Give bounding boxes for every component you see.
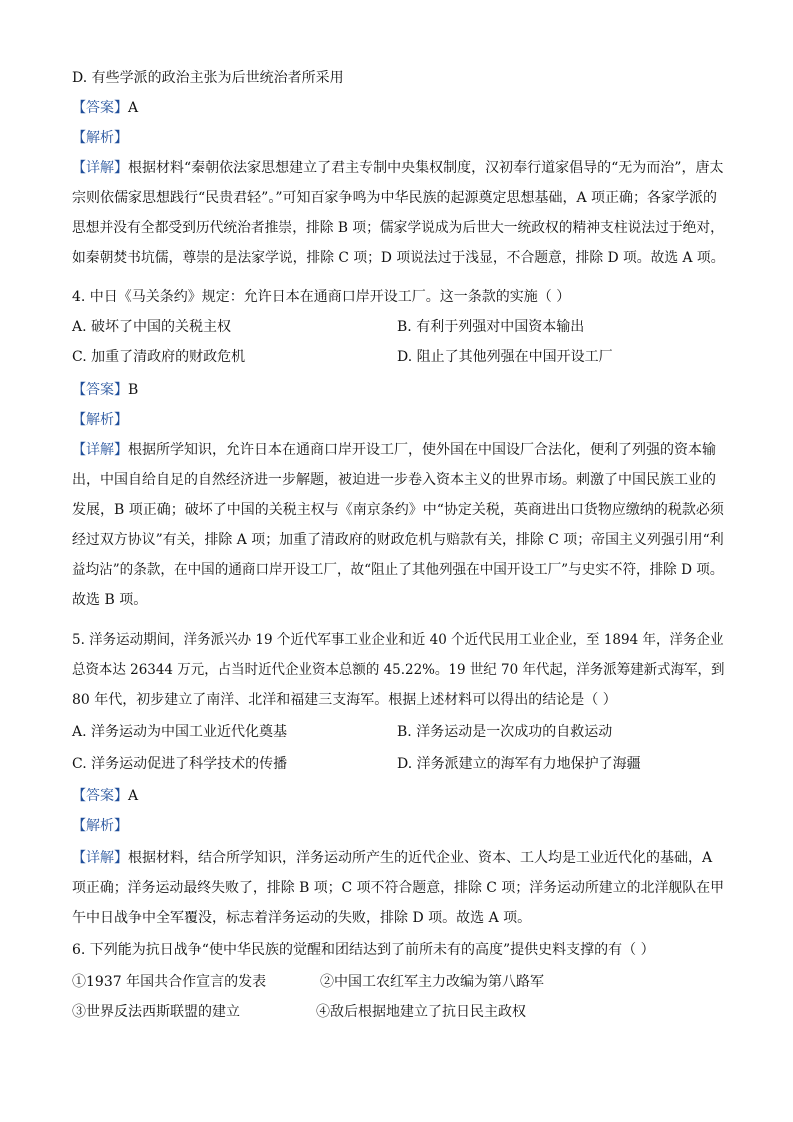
detail-tag: 【详解】	[72, 442, 128, 458]
q4-detail-line: 经过双方协议”有关，排除 A 项；加重了清政府的财政危机与赔款有关，排除 C 项；帝国主义列强引用“利	[72, 532, 724, 548]
q6-item-3: ③世界反法西斯联盟的建立	[72, 1004, 240, 1020]
q4-detail-line: 益均沾”的条款，在中国的通商口岸开设工厂，故“阻止了其他列强在中国开设工厂”与史实不符，排除 D 项。	[72, 562, 724, 578]
q3-detail-line: 宗则依儒家思想践行“民贵君轻”。”可知百家争鸣为中华民族的起源奠定思想基础，A 项正确；各家学派的	[72, 190, 718, 206]
q5-detail-line: 午中日战争中全军覆没，标志着洋务运动的失败，排除 D 项。故选 A 项。	[72, 910, 532, 926]
detail-tag: 【详解】	[72, 850, 128, 866]
q3-analysis-tag: 【解析】	[72, 130, 128, 146]
answer-tag: 【答案】	[72, 382, 128, 398]
q4-option-d: D. 阻止了其他列强在中国开设工厂	[397, 349, 613, 365]
q5-detail-line: 项正确；洋务运动最终失败了，排除 B 项；C 项不符合题意，排除 C 项；洋务运动所建立的北洋舰队在甲	[72, 880, 725, 896]
q3-detail-line: 如秦朝焚书坑儒，尊崇的是法家学说，排除 C 项；D 项说法过于浅显，不合题意，排除 D 项。故选 A 项。	[72, 250, 725, 266]
q5-option-d: D. 洋务派建立的海军有力地保护了海疆	[397, 756, 641, 772]
q4-option-c: C. 加重了清政府的财政危机	[72, 349, 246, 365]
q5-option-a: A. 洋务运动为中国工业近代化奠基	[72, 724, 288, 740]
q4-detail	[72, 440, 722, 620]
q4-stem: 4. 中日《马关条约》规定：允许日本在通商口岸开设工厂。这一条款的实施（ ）	[72, 289, 571, 305]
q3-detail	[72, 158, 725, 278]
q3-answer-line	[72, 98, 138, 118]
q5-detail	[72, 848, 725, 938]
q4-detail-line: 根据所学知识，允许日本在通商口岸开设工厂，使外国在中国设厂合法化，便利了列强的资本输	[128, 442, 716, 458]
q3-option-d: D. 有些学派的政治主张为后世统治者所采用	[72, 70, 344, 86]
q6-item-2: ②中国工农红军主力改编为第八路军	[320, 974, 544, 990]
q3-detail-line: 根据材料“秦朝依法家思想建立了君主专制中央集权制度，汉初奉行道家倡导的“无为而治”，唐太	[128, 160, 724, 176]
q5-stem-line: 总资本达 26344 万元，占当时近代企业资本总额的 45.22%。19 世纪 70 年代起，洋务派筹建新式海军，到	[72, 662, 725, 678]
answer-tag: 【答案】	[72, 100, 128, 116]
q4-option-b: B. 有利于列强对中国资本输出	[397, 319, 585, 335]
q4-answer-value: B	[128, 382, 139, 398]
q5-analysis-tag: 【解析】	[72, 818, 128, 834]
q5-option-b: B. 洋务运动是一次成功的自救运动	[397, 724, 613, 740]
answer-tag: 【答案】	[72, 788, 128, 804]
q5-stem-line: 5. 洋务运动期间，洋务派兴办 19 个近代军事工业企业和近 40 个近代民用工业企业，至 1894 年，洋务企业	[72, 632, 724, 648]
q4-analysis-tag: 【解析】	[72, 412, 128, 428]
q5-answer-value: A	[128, 788, 139, 804]
q5-stem-line: 80 年代，初步建立了南洋、北洋和福建三支海军。根据上述材料可以得出的结论是（ ）	[72, 692, 617, 708]
q4-detail-line: 出，中国自给自足的自然经济进一步解题，被迫进一步卷入资本主义的世界市场。刺激了中国民族工业的	[72, 472, 716, 488]
q5-stem	[72, 630, 725, 720]
q4-option-a: A. 破坏了中国的关税主权	[72, 319, 232, 335]
q6-item-4: ④敌后根据地建立了抗日民主政权	[316, 1004, 526, 1020]
q4-detail-line: 发展，B 项正确；破坏了中国的关税主权与《南京条约》中“协定关税，英商进出口货物应缴纳的税款必须	[72, 502, 724, 518]
q5-answer-line	[72, 786, 138, 806]
q4-answer-line	[72, 380, 138, 400]
q5-option-c: C. 洋务运动促进了科学技术的传播	[72, 756, 288, 772]
q6-stem: 6. 下列能为抗日战争“使中华民族的觉醒和团结达到了前所未有的高度”提供史料支撑的有（ ）	[72, 942, 655, 958]
q3-detail-line: 思想并没有全都受到历代统治者推崇，排除 B 项；儒家学说成为后世大一统政权的精神支柱说法过于绝对，	[72, 220, 724, 236]
q5-detail-line: 根据材料，结合所学知识，洋务运动所产生的近代企业、资本、工人均是工业近代化的基础，A	[128, 850, 713, 866]
detail-tag: 【详解】	[72, 160, 128, 176]
q6-item-1: ①1937 年国共合作宣言的发表	[72, 974, 267, 990]
q4-detail-line: 故选 B 项。	[72, 592, 148, 608]
q3-answer-value: A	[128, 100, 139, 116]
